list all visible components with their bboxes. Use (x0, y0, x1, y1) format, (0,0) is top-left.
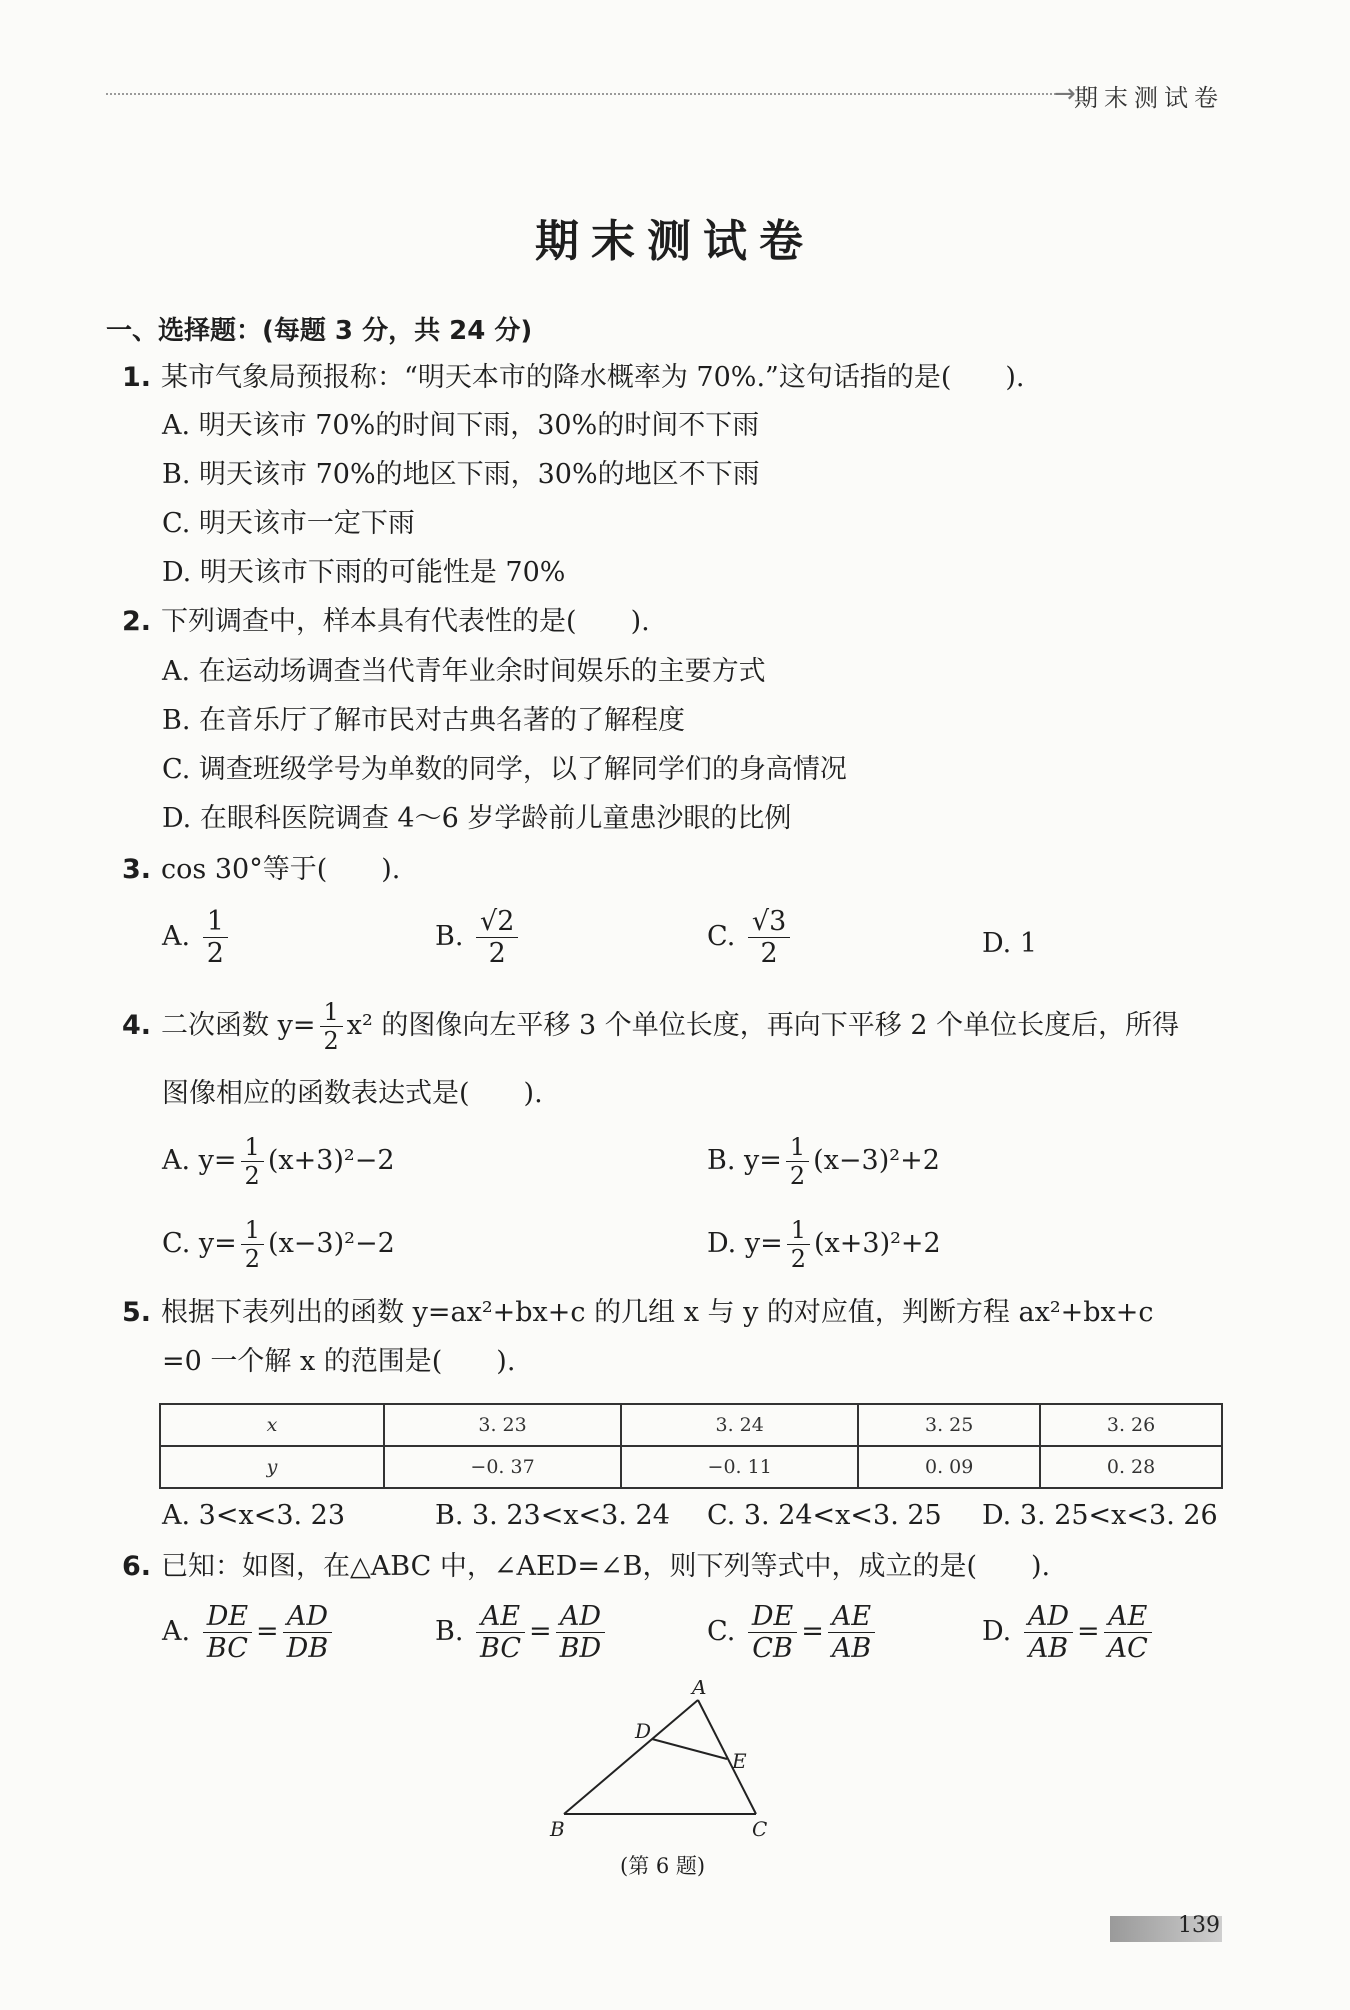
option-expression: (x+3)²−2 (267, 1145, 395, 1176)
page-number: 139 (1178, 1913, 1220, 1938)
numerator: AD (1024, 1603, 1073, 1633)
question-6 (122, 1549, 1050, 1585)
option-label: C. (707, 1616, 736, 1647)
point-label-d: D (635, 1719, 652, 1743)
q3-option-d: D. 1 (982, 928, 1038, 959)
equals-sign: = (256, 1616, 279, 1647)
equals-sign: = (1077, 1616, 1100, 1647)
numerator: 1 (241, 1135, 264, 1162)
question-number: 1. (122, 362, 152, 393)
table-cell: x (160, 1404, 384, 1446)
numerator: DE (203, 1603, 252, 1633)
numerator: 1 (203, 908, 228, 938)
table-cell: 0. 09 (858, 1446, 1040, 1488)
header-arrow-icon: → (1054, 79, 1076, 109)
q5-option-a: A. 3<x<3. 23 (162, 1500, 346, 1531)
numerator: 1 (241, 1218, 264, 1245)
q1-option-d: D. 明天该市下雨的可能性是 70% (162, 557, 566, 588)
option-label: C. y= (162, 1228, 237, 1259)
q5-option-c: C. 3. 24<x<3. 25 (707, 1500, 942, 1531)
fraction (476, 1603, 525, 1662)
denominator: CB (752, 1633, 793, 1664)
fraction (556, 1603, 606, 1662)
fraction (320, 1000, 343, 1053)
question-stem: cos 30°等于( ). (161, 854, 401, 885)
denominator: AB (1028, 1633, 1069, 1664)
denominator: 2 (206, 938, 224, 969)
value-table (159, 1403, 1223, 1489)
running-header: 期末测试卷 (1074, 84, 1224, 112)
table-cell: 3. 26 (1040, 1404, 1222, 1446)
option-label: D. (982, 1616, 1012, 1647)
denominator: AB (831, 1633, 872, 1664)
question-stem: 根据下表列出的函数 y=ax²+bx+c 的几组 x 与 y 的对应值，判断方程 ax²+bx+c (161, 1297, 1154, 1328)
denominator: DB (286, 1633, 329, 1664)
q2-option-b: B. 在音乐厅了解市民对古典名著的了解程度 (162, 705, 686, 736)
option-label: A. (162, 1616, 191, 1647)
segment-de (652, 1739, 727, 1759)
question-3 (122, 852, 400, 888)
numerator: √2 (476, 908, 518, 938)
table-cell: 3. 25 (858, 1404, 1040, 1446)
fraction (203, 1603, 252, 1662)
q5-option-b: B. 3. 23<x<3. 24 (435, 1500, 670, 1531)
question-stem-pre: 二次函数 y= (161, 1010, 316, 1041)
numerator: AD (283, 1603, 333, 1633)
option-label: B. y= (707, 1145, 782, 1176)
table-row (160, 1446, 1222, 1488)
q6-option-d (982, 1603, 1156, 1662)
option-label: C. (707, 921, 736, 952)
question-2 (122, 604, 650, 640)
vertex-label-c: C (752, 1817, 768, 1840)
denominator: 2 (760, 938, 778, 969)
option-label: A. y= (162, 1145, 237, 1176)
option-label: D. y= (707, 1228, 783, 1259)
fraction (241, 1218, 264, 1271)
option-expression: (x−3)²−2 (268, 1228, 395, 1259)
denominator: 2 (323, 1027, 339, 1055)
table-cell: −0. 37 (384, 1446, 621, 1488)
table-row (160, 1404, 1222, 1446)
denominator: 2 (488, 938, 506, 969)
fraction (786, 1135, 809, 1188)
question-number: 3. (122, 854, 152, 885)
q1-option-c: C. 明天该市一定下雨 (162, 508, 415, 539)
denominator: BC (480, 1633, 522, 1664)
q4-option-a (162, 1135, 395, 1188)
numerator: AD (556, 1603, 606, 1633)
fraction (476, 908, 518, 967)
q3-option-a (162, 908, 232, 967)
question-number: 5. (122, 1297, 152, 1328)
table-cell: 0. 28 (1040, 1446, 1222, 1488)
numerator: DE (748, 1603, 797, 1633)
denominator: 2 (244, 1162, 260, 1190)
fraction (203, 908, 228, 967)
question-stem: 已知：如图，在△ABC 中，∠AED=∠B，则下列等式中，成立的是( ). (161, 1551, 1051, 1582)
side-ab (564, 1700, 698, 1814)
fraction (748, 1603, 797, 1662)
numerator: √3 (748, 908, 790, 938)
triangle-figure (540, 1680, 800, 1840)
denominator: 2 (790, 1245, 807, 1273)
denominator: BD (559, 1633, 602, 1664)
q2-option-c: C. 调查班级学号为单数的同学，以了解同学们的身高情况 (162, 754, 847, 785)
numerator: 1 (787, 1218, 810, 1245)
page-title: 期末测试卷 (535, 216, 815, 267)
option-label: A. (162, 921, 191, 952)
question-number: 6. (122, 1551, 152, 1582)
question-number: 4. (122, 1010, 152, 1041)
point-label-e: E (732, 1749, 747, 1773)
q6-option-a (162, 1603, 336, 1662)
denominator: 2 (789, 1162, 806, 1190)
equals-sign: = (529, 1616, 552, 1647)
denominator: BC (206, 1633, 248, 1664)
option-expression: (x−3)²+2 (813, 1145, 940, 1176)
question-stem: 某市气象局预报称：“明天本市的降水概率为 70%.”这句话指的是( ). (161, 362, 1025, 393)
option-expression: (x+3)²+2 (814, 1228, 941, 1259)
question-stem: 下列调查中，样本具有代表性的是( ). (161, 606, 650, 637)
side-ac (698, 1700, 756, 1814)
table-cell: −0. 11 (621, 1446, 858, 1488)
fraction (787, 1218, 810, 1271)
question-4 (122, 1000, 1179, 1053)
numerator: AE (828, 1603, 875, 1633)
question-number: 2. (122, 606, 152, 637)
numerator: 1 (786, 1135, 809, 1162)
q4-option-c (162, 1218, 395, 1271)
option-label: B. (435, 921, 464, 952)
section-heading: 一、选择题：(每题 3 分，共 24 分) (106, 316, 533, 346)
question-4-line-2: 图像相应的函数表达式是( ). (162, 1078, 543, 1109)
fraction (1104, 1603, 1152, 1662)
denominator: 2 (244, 1245, 261, 1273)
numerator: AE (476, 1603, 525, 1633)
q4-option-d (707, 1218, 941, 1271)
table-cell: 3. 24 (621, 1404, 858, 1446)
q3-option-b (435, 908, 522, 967)
fraction (283, 1603, 333, 1662)
fraction (241, 1135, 264, 1188)
header-divider (106, 93, 1056, 95)
vertex-label-a: A (692, 1680, 707, 1699)
q3-option-c (707, 908, 794, 967)
figure-caption: (第 6 题) (620, 1854, 706, 1878)
q2-option-a: A. 在运动场调查当代青年业余时间娱乐的主要方式 (162, 656, 766, 687)
denominator: AC (1107, 1633, 1148, 1664)
q6-option-c (707, 1603, 879, 1662)
question-5-line-2: =0 一个解 x 的范围是( ). (162, 1346, 516, 1377)
question-1 (122, 360, 1024, 396)
vertex-label-b: B (550, 1817, 565, 1840)
fraction (748, 908, 790, 967)
equals-sign: = (801, 1616, 824, 1647)
q5-option-d: D. 3. 25<x<3. 26 (982, 1500, 1218, 1531)
table-cell: 3. 23 (384, 1404, 621, 1446)
q2-option-d: D. 在眼科医院调查 4～6 岁学龄前儿童患沙眼的比例 (162, 803, 792, 834)
table-cell: y (160, 1446, 384, 1488)
numerator: 1 (320, 1000, 343, 1027)
q6-option-b (435, 1603, 609, 1662)
option-label: B. (435, 1616, 464, 1647)
fraction (828, 1603, 875, 1662)
q1-option-b: B. 明天该市 70%的地区下雨，30%的地区不下雨 (162, 459, 760, 490)
question-5 (122, 1295, 1154, 1331)
numerator: AE (1104, 1603, 1152, 1633)
question-stem-post: x² 的图像向左平移 3 个单位长度，再向下平移 2 个单位长度后，所得 (346, 1010, 1180, 1041)
fraction (1024, 1603, 1073, 1662)
q1-option-a: A. 明天该市 70%的时间下雨，30%的时间不下雨 (162, 410, 760, 441)
q4-option-b (707, 1135, 940, 1188)
